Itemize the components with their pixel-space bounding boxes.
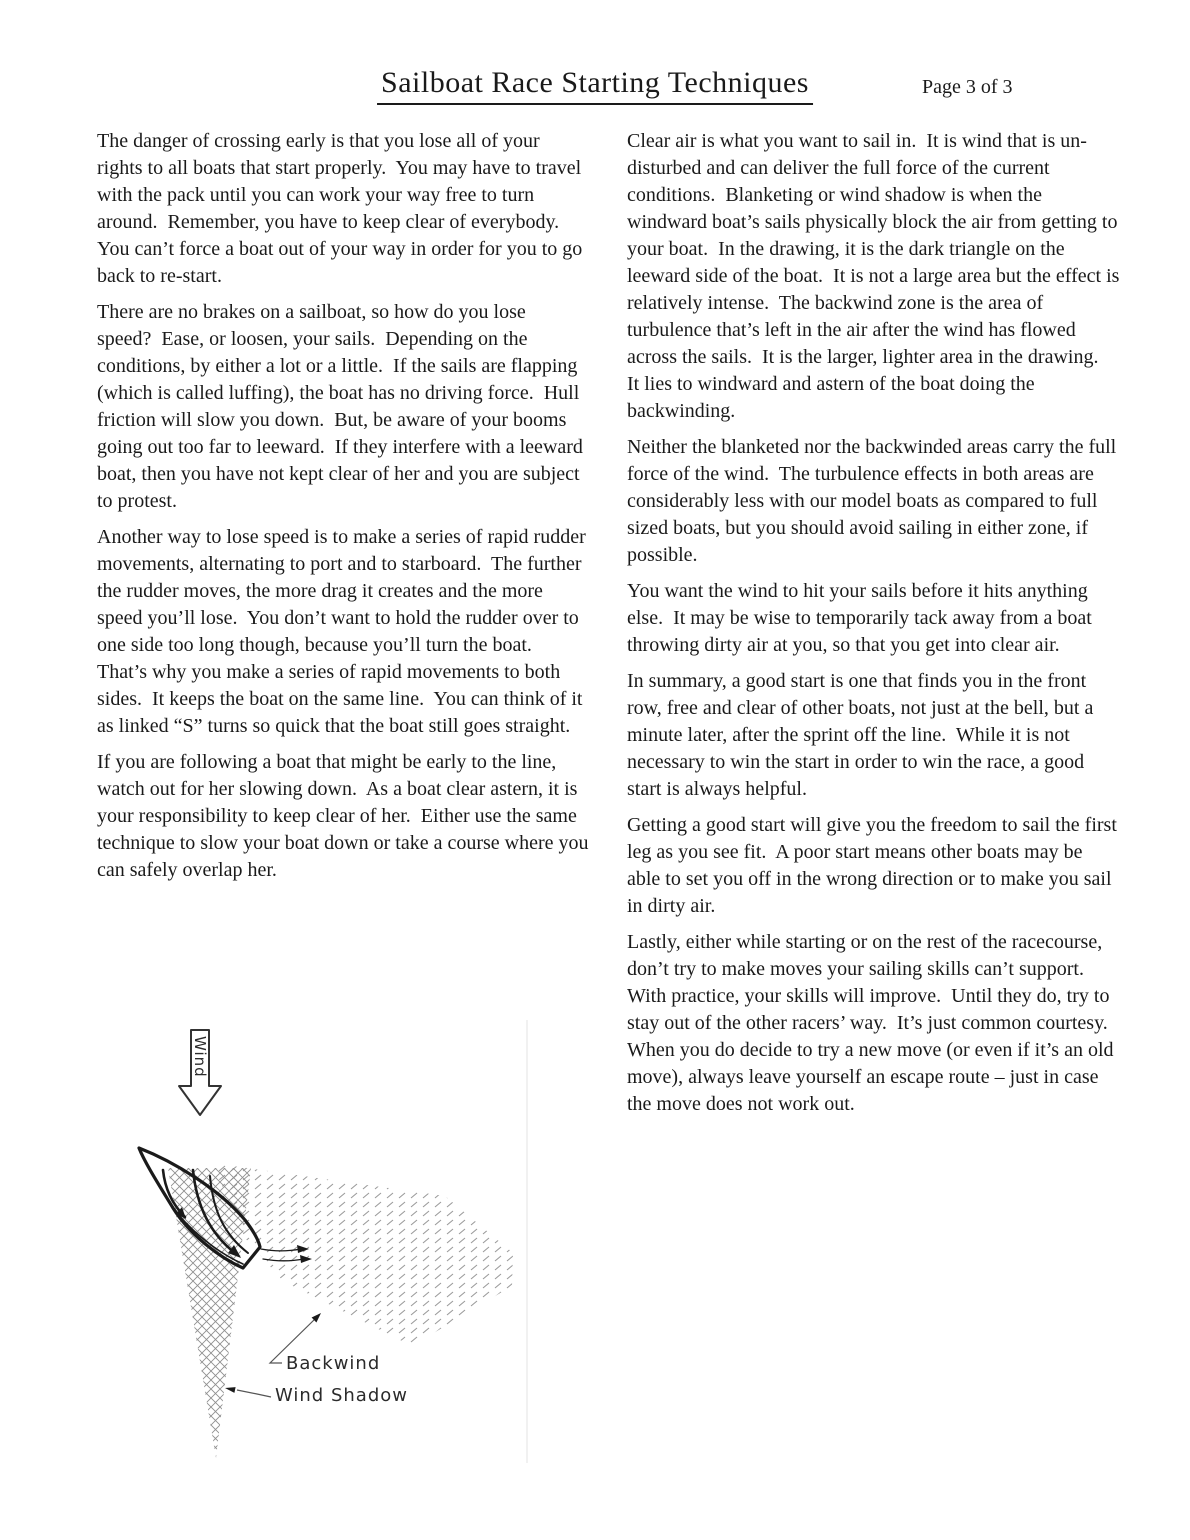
right-text-column — [627, 128, 1120, 1127]
paragraph: Getting a good start will give you the freedom to sail the first leg as you see fit. A poor start means other boats may be able to set you off in the wrong direction or to make you sail in dirty air. — [627, 814, 1117, 917]
wind-shadow-callout — [225, 1385, 408, 1406]
wind-shadow-label: Wind Shadow — [275, 1385, 408, 1406]
backwind-label: Backwind — [286, 1353, 381, 1374]
left-text-column — [97, 128, 590, 893]
page-number: Page 3 of 3 — [922, 76, 1013, 98]
backwind-callout — [270, 1313, 380, 1374]
page-title: Sailboat Race Starting Techniques — [377, 66, 813, 105]
paragraph: Lastly, either while starting or on the rest of the racecourse, don’t try to make moves your sailing skills can’t support. With practice, your skills will improve. Until they do, try to stay out of the other racers’ way. It’s just common courtesy. When you do decide to try a new move (or even if it’s an old move), always leave yourself an escape route – just in case the move does not work out. — [627, 931, 1114, 1115]
wind-arrow-label: Wind — [191, 1036, 209, 1078]
paragraph: Clear air is what you want to sail in. It is wind that is un-disturbed and can deliver the full force of the current conditions. Blanketing or wind shadow is when the windward boat’s sails physically block the air from getting to your boat. In the drawing, it is the dark triangle on the leeward side of the boat. It is not a large area but the effect is relatively intense. The backwind zone is the area of turbulence that’s left in the air after the wind has flowed across the sails. It is the larger, lighter area in the drawing. It lies to windward and astern of the boat doing the backwinding. — [627, 130, 1120, 422]
wind-shadow-diagram — [85, 1020, 535, 1490]
paragraph: There are no brakes on a sailboat, so how do you lose speed? Ease, or loosen, your sails. Depending on the conditions, by either a lot or a little. If the sails are flapping (which is called luffing), the boat has no driving force. Hull friction will slow you down. But, be aware of your booms going out too far to leeward. If they interfere with a leeward boat, then you have not kept clear of her and you are subject to protest. — [97, 301, 583, 512]
paragraph: The danger of crossing early is that you lose all of your rights to all boats that start properly. You may have to travel with the pack until you can work your way free to turn around. Remember, you have to keep clear of everybody. You can’t force a boat out of your way in order for you to go back to re-start. — [97, 130, 583, 287]
paragraph: Another way to lose speed is to make a series of rapid rudder movements, alternating to port and to starboard. The further the rudder moves, the more drag it creates and the more speed you’ll lose. You don’t want to hold the rudder over to one side too long though, because you’ll turn the boat. That’s why you make a series of rapid movements to both sides. It keeps the boat on the same line. You can think of it as linked “S” turns so quick that the boat still goes straight. — [97, 526, 586, 737]
paragraph: If you are following a boat that might be early to the line, watch out for her slowing down. As a boat clear astern, it is your responsibility to keep clear of her. Either use the same technique to slow your boat down or take a course where you can safely overlap her. — [97, 751, 589, 881]
paragraph: You want the wind to hit your sails before it hits anything else. It may be wise to temporarily tack away from a boat throwing dirty air at you, so that you get into clear air. — [627, 580, 1092, 656]
paragraph: Neither the blanketed nor the backwinded areas carry the full force of the wind. The turbulence effects in both areas are considerably less with our model boats as compared to full sized boats, but you should avoid sailing in either zone, if possible. — [627, 436, 1117, 566]
backwind-zone — [212, 1163, 513, 1346]
paragraph: In summary, a good start is one that finds you in the front row, free and clear of other boats, not just at the bell, but a minute later, after the sprint off the line. While it is not necessary to win the start in order to win the race, a good start is always helpful. — [627, 670, 1094, 800]
wind-arrow — [179, 1030, 221, 1115]
